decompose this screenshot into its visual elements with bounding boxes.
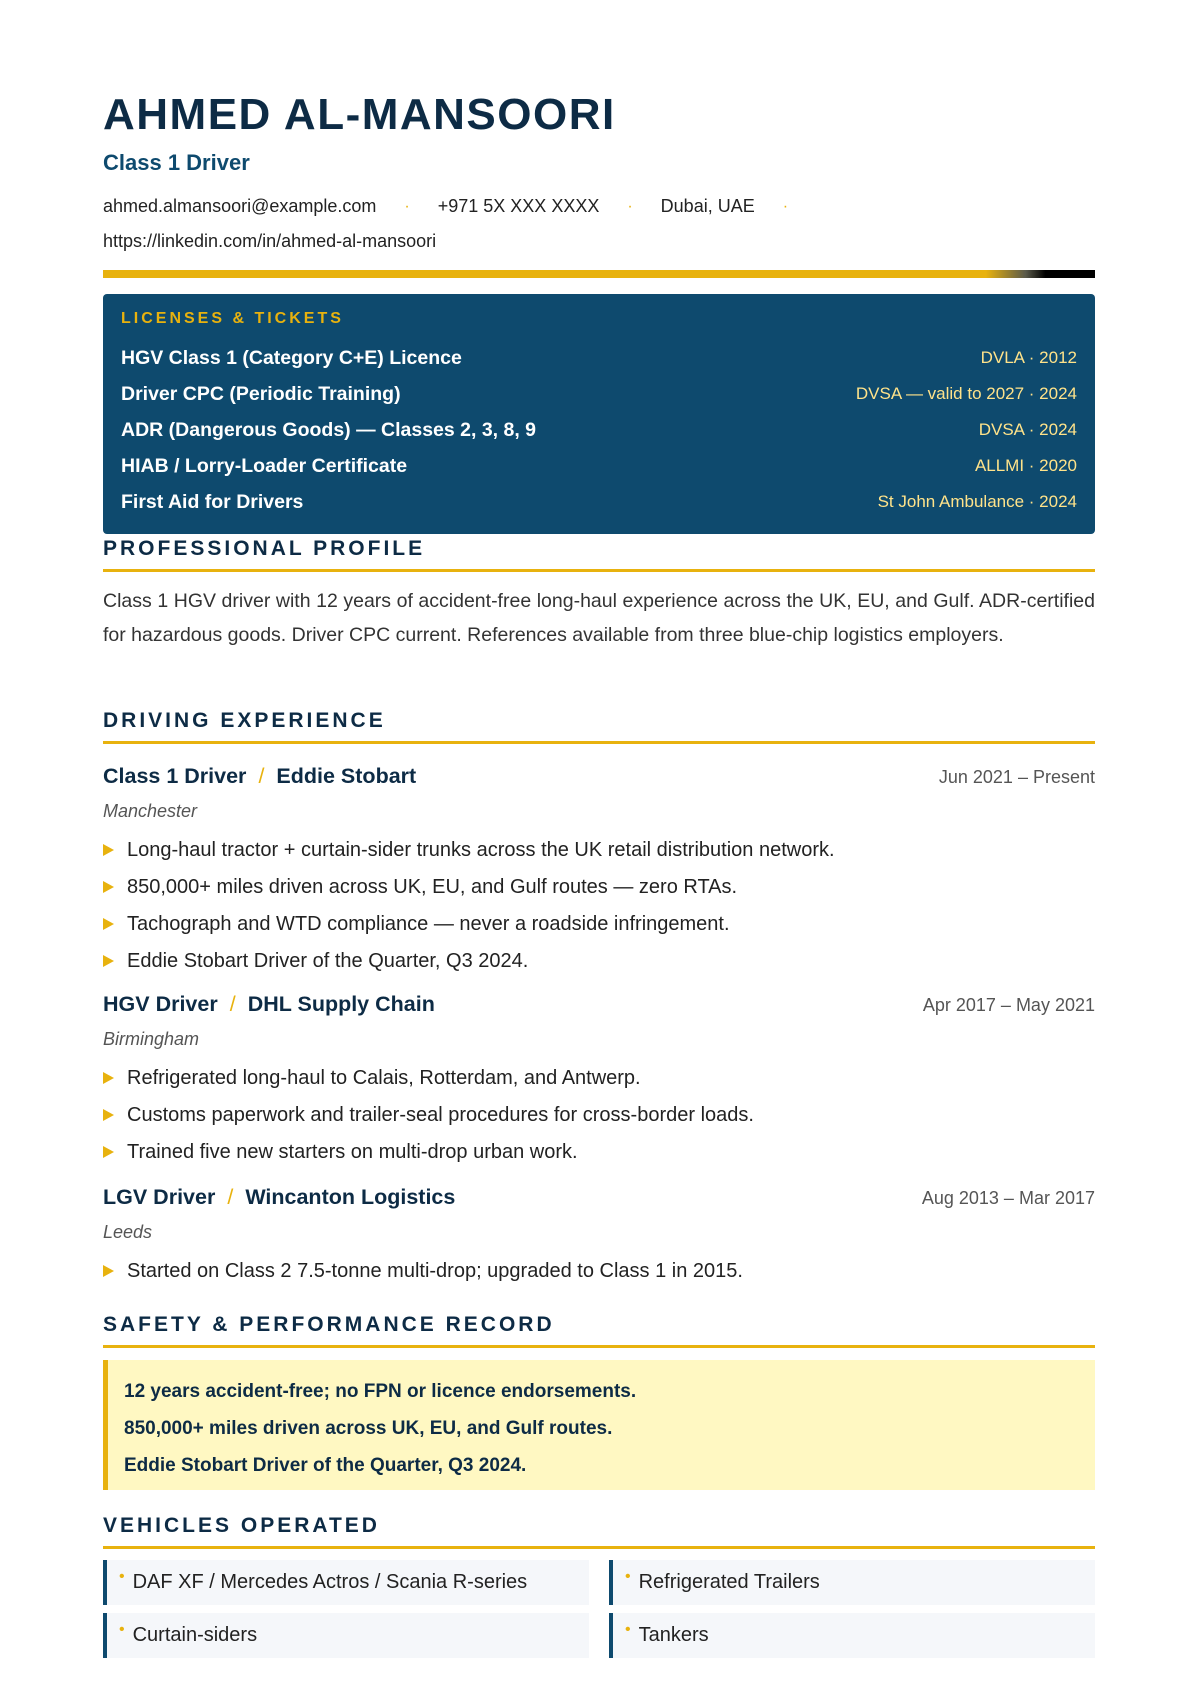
vehicle-text: Refrigerated Trailers: [638, 1571, 820, 1593]
profile-heading: PROFESSIONAL PROFILE: [103, 537, 1095, 572]
bullet-dot-icon: •: [625, 1567, 631, 1585]
safety-item: 850,000+ miles driven across UK, EU, and Gulf routes.: [124, 1418, 613, 1439]
vehicles-heading: VEHICLES OPERATED: [103, 1514, 1095, 1549]
license-meta: St John Ambulance · 2024: [877, 492, 1077, 511]
job-company: DHL Supply Chain: [247, 992, 435, 1016]
vehicle-chip: [103, 1613, 589, 1658]
job-entry: [103, 764, 1095, 980]
contact-separator: ·: [627, 197, 633, 215]
vehicle-text: DAF XF / Mercedes Actros / Scania R-series: [132, 1571, 528, 1593]
email-link[interactable]: ahmed.almansoori@example.com: [103, 196, 377, 216]
job-role: LGV Driver: [103, 1185, 216, 1209]
job-company: Wincanton Logistics: [245, 1185, 456, 1209]
bullet-item: [103, 1134, 1095, 1171]
license-row: [121, 376, 1077, 412]
safety-item: Eddie Stobart Driver of the Quarter, Q3 2024.: [124, 1455, 527, 1476]
vehicle-text: Tankers: [638, 1624, 709, 1646]
contact-line: [103, 196, 816, 217]
license-row: [121, 340, 1077, 376]
licenses-panel: [103, 294, 1095, 534]
bullet-item: [103, 832, 1095, 869]
triangle-bullet-icon: [103, 1265, 114, 1277]
triangle-bullet-icon: [103, 918, 114, 930]
contact-separator: ·: [782, 197, 789, 215]
bullet-item: [103, 943, 1095, 980]
role-company-separator: /: [227, 1185, 234, 1209]
license-row: [121, 448, 1077, 484]
license-row: [121, 412, 1077, 448]
vehicle-chip: [609, 1613, 1095, 1658]
vehicle-chip: [103, 1560, 589, 1605]
bullet-text: Eddie Stobart Driver of the Quarter, Q3 2024.: [127, 950, 529, 972]
license-row: [121, 484, 1077, 520]
bullet-text: Trained five new starters on multi-drop urban work.: [127, 1141, 578, 1163]
bullet-dot-icon: •: [119, 1620, 125, 1638]
bullet-item: [103, 1060, 1095, 1097]
license-name: First Aid for Drivers: [121, 490, 304, 513]
bullet-text: Customs paperwork and trailer-seal procedures for cross-border loads.: [127, 1104, 754, 1126]
role-company-separator: /: [258, 764, 265, 788]
job-role-line: [103, 764, 416, 789]
bullet-text: Started on Class 2 7.5-tonne multi-drop; upgraded to Class 1 in 2015.: [127, 1260, 743, 1282]
bullet-text: Refrigerated long-haul to Calais, Rotterdam, and Antwerp.: [127, 1067, 641, 1089]
bullet-item: [103, 1097, 1095, 1134]
bullet-text: Long-haul tractor + curtain-sider trunks across the UK retail distribution network.: [127, 839, 835, 861]
phone-number[interactable]: +971 5X XXX XXXX: [437, 196, 600, 216]
contact-separator: ·: [404, 197, 410, 215]
job-company: Eddie Stobart: [276, 764, 417, 788]
job-location: Birmingham: [103, 1029, 200, 1049]
triangle-bullet-icon: [103, 1109, 114, 1121]
job-entry: [103, 992, 1095, 1171]
licenses-heading: LICENSES & TICKETS: [121, 310, 344, 327]
job-bullets: [103, 832, 1095, 980]
triangle-bullet-icon: [103, 1146, 114, 1158]
safety-item: 12 years accident-free; no FPN or licence endorsements.: [124, 1381, 637, 1402]
profile-text: Class 1 HGV driver with 12 years of accident-free long-haul experience across the UK, EU, and Gulf. ADR-certified for hazardous goods. Driver CPC current. References available from three blue-chip logistics employers.: [103, 590, 1095, 646]
job-header: [103, 764, 1095, 789]
job-role-line: [103, 992, 435, 1017]
job-dates: Apr 2017 – May 2021: [922, 995, 1095, 1015]
license-name: Driver CPC (Periodic Training): [121, 382, 401, 405]
license-meta: ALLMI · 2020: [974, 456, 1077, 475]
bullet-item: [103, 1253, 1095, 1290]
job-role: Class 1 Driver: [103, 764, 247, 788]
role-company-separator: /: [229, 992, 236, 1016]
experience-heading: DRIVING EXPERIENCE: [103, 709, 1095, 744]
header-divider: [103, 270, 1095, 278]
safety-highlight-box: [103, 1360, 1095, 1490]
vehicles-grid: [103, 1560, 1095, 1658]
job-dates: Aug 2013 – Mar 2017: [921, 1188, 1095, 1208]
job-entry: [103, 1185, 1095, 1290]
job-header: [103, 992, 1095, 1017]
job-location: Manchester: [103, 801, 198, 821]
job-title: Class 1 Driver: [103, 150, 250, 175]
triangle-bullet-icon: [103, 844, 114, 856]
triangle-bullet-icon: [103, 1072, 114, 1084]
job-role: HGV Driver: [103, 992, 218, 1016]
job-role-line: [103, 1185, 455, 1210]
license-meta: DVSA — valid to 2027 · 2024: [855, 384, 1077, 403]
triangle-bullet-icon: [103, 955, 114, 967]
bullet-text: 850,000+ miles driven across UK, EU, and Gulf routes — zero RTAs.: [127, 876, 738, 898]
job-location: Leeds: [103, 1222, 153, 1242]
job-dates: Jun 2021 – Present: [938, 767, 1095, 787]
triangle-bullet-icon: [103, 881, 114, 893]
license-name: HIAB / Lorry-Loader Certificate: [121, 454, 408, 477]
license-name: ADR (Dangerous Goods) — Classes 2, 3, 8, 9: [121, 418, 537, 441]
license-meta: DVLA · 2012: [980, 348, 1077, 367]
bullet-dot-icon: •: [625, 1620, 631, 1638]
location-text: Dubai, UAE: [660, 196, 755, 216]
safety-heading: SAFETY & PERFORMANCE RECORD: [103, 1313, 1095, 1348]
linkedin-link[interactable]: https://linkedin.com/in/ahmed-al-mansoori: [103, 231, 437, 251]
vehicle-chip: [609, 1560, 1095, 1605]
candidate-name: AHMED AL-MANSOORI: [103, 90, 616, 139]
bullet-dot-icon: •: [119, 1567, 125, 1585]
bullet-item: [103, 869, 1095, 906]
license-name: HGV Class 1 (Category C+E) Licence: [121, 346, 462, 369]
job-bullets: [103, 1060, 1095, 1171]
bullet-text: Tachograph and WTD compliance — never a roadside infringement.: [127, 913, 730, 935]
bullet-item: [103, 906, 1095, 943]
license-meta: DVSA · 2024: [978, 420, 1077, 439]
job-bullets: [103, 1253, 1095, 1290]
vehicle-text: Curtain-siders: [132, 1624, 258, 1646]
job-header: [103, 1185, 1095, 1210]
